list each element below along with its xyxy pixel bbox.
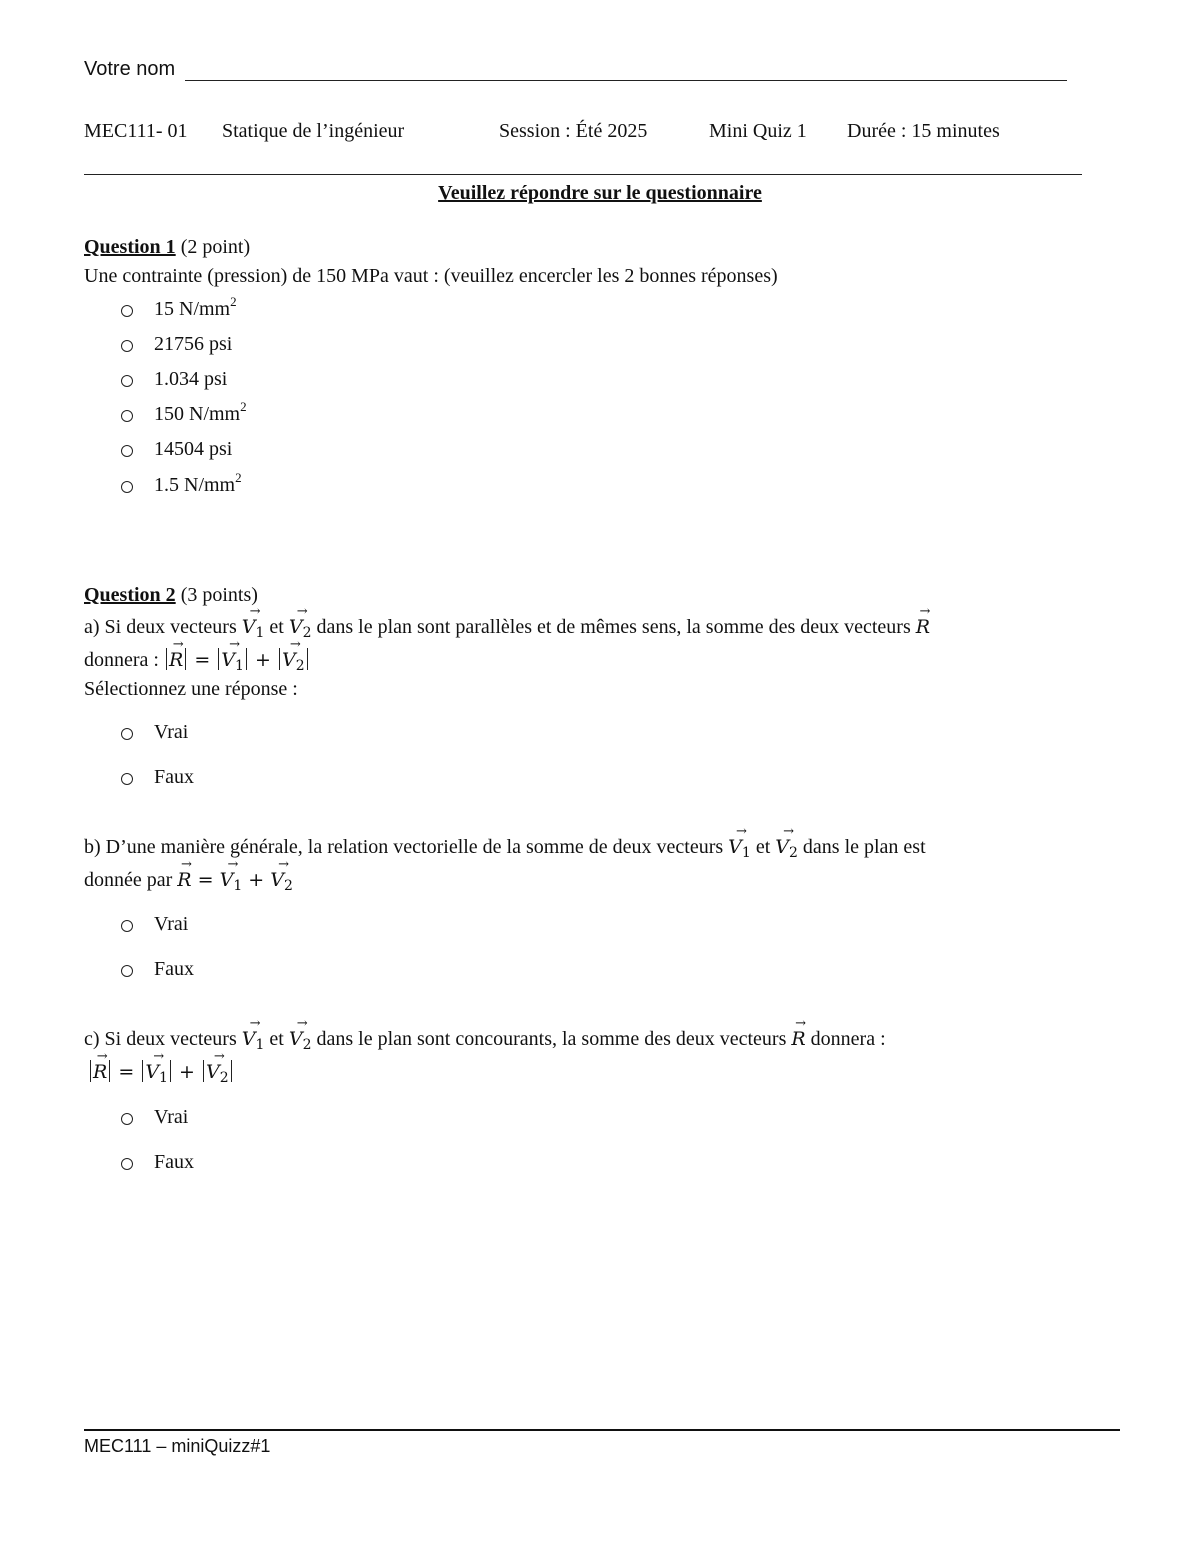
q2c-line2: → R = → $V_1$ + → $V_2$ [88,1060,234,1084]
vector-r: → R [177,857,192,891]
option-label: Faux [154,1151,194,1173]
course-header [0,120,1200,146]
q2b-text: et [750,836,776,858]
vector-v2: → $V_2$ [205,1049,229,1086]
q1-option-text: 1.034 psi [154,368,228,390]
vector-arrow-icon: → [919,604,931,619]
q1-option-text: 1.5 N/mm [154,474,236,496]
q2c-text: c) Si deux vecteurs [84,1028,242,1050]
session: Session : Été 2025 [499,120,648,142]
vector-arrow-icon: → [289,637,301,652]
vector-arrow-icon: → [153,1049,165,1064]
vector-arrow-icon: → [213,1049,225,1064]
vector-v1: → $V_1$ [241,1016,265,1053]
vector-arrow-icon: → [783,824,795,839]
vector-arrow-icon: → [249,1016,261,1031]
radio-circle-icon[interactable] [121,1158,133,1170]
footer-text: MEC111 – miniQuizz#1 [84,1436,271,1456]
q2b-line1 [84,824,926,861]
q1-option-exponent: 2 [235,470,242,485]
q2a-text: donnera : [84,649,164,671]
question-1-label: Question 1 [84,236,176,258]
vector-v2: → $V_2$ [288,604,312,641]
radio-circle-icon[interactable] [121,728,133,740]
vector-arrow-icon: → [181,857,192,872]
name-label: Votre nom [84,58,176,80]
q2a-line1 [84,604,931,641]
question-1-prompt: Une contrainte (pression) de 150 MPa vaut : (veuillez encercler les 2 bonnes réponses) [84,265,778,287]
radio-circle-icon[interactable] [121,375,133,387]
q2b-text: dans le plan est [797,836,926,858]
option-label: Faux [154,766,194,788]
q1-option-exponent: 2 [240,399,247,414]
vector-arrow-icon: → [296,604,308,619]
vector-arrow-icon: → [96,1049,108,1064]
radio-circle-icon[interactable] [121,920,133,932]
q1-option-text: 15 N/mm [154,298,231,320]
q2a-line2: donnera : → R = → $V_1$ + → $V_2$ [84,648,310,672]
vector-v2: → $V_2$ [775,824,798,861]
radio-circle-icon[interactable] [121,1113,133,1125]
q2c-line1 [84,1016,886,1053]
radio-circle-icon[interactable] [121,445,133,457]
question-2-points: (3 points) [180,584,258,606]
header-divider [84,174,1082,175]
q1-option-text: 14504 psi [154,438,233,460]
vector-v1: → $V_1$ [219,857,243,894]
vector-v1: → $V_1$ [145,1049,168,1086]
radio-circle-icon[interactable] [121,410,133,422]
q2b-line2: donnée par → R = → $V_1$ + → $V_2$ [84,857,293,894]
q2a-text: et [264,616,289,638]
vector-r: → R [168,637,184,671]
vector-arrow-icon: → [172,637,184,652]
q2c-text: et [264,1028,289,1050]
question-2-title [84,584,258,607]
vector-arrow-icon: → [227,857,239,872]
course-title: Statique de l’ingénieur [222,120,405,142]
instruction: Veuillez répondre sur le questionnaire [438,182,762,204]
vector-arrow-icon: → [736,824,747,839]
vector-r: → R [915,604,931,638]
vector-v2: → $V_2$ [270,857,293,894]
radio-circle-icon[interactable] [121,965,133,977]
q2c-text: donnera : [805,1028,886,1050]
quiz-name: Mini Quiz 1 [709,120,807,142]
vector-arrow-icon: → [249,604,261,619]
vector-arrow-icon: → [229,637,241,652]
question-2-label: Question 2 [84,584,176,606]
option-label: Vrai [154,1106,189,1128]
vector-v2: → $V_2$ [281,637,305,674]
q2b-text: donnée par [84,869,178,891]
radio-circle-icon[interactable] [121,481,133,493]
vector-arrow-icon: → [795,1016,806,1031]
vector-arrow-icon: → [296,1016,308,1031]
option-label: Vrai [154,721,189,743]
option-label: Faux [154,958,194,980]
question-1-points: (2 point) [180,236,251,258]
q1-option-text: 21756 psi [154,333,233,355]
radio-circle-icon[interactable] [121,773,133,785]
course-code: MEC111- 01 [84,120,188,142]
q1-option-exponent: 2 [230,294,237,309]
q2c-text: dans le plan sont concourants, la somme des deux vecteurs [311,1028,792,1050]
q2b-text: b) D’une manière générale, la relation vectorielle de la somme de deux vecteurs [84,836,729,858]
q1-option-text: 150 N/mm [154,403,241,425]
vector-v1: → $V_1$ [728,824,751,861]
q2a-text: a) Si deux vecteurs [84,616,242,638]
vector-r: → R [791,1016,806,1050]
name-field[interactable] [185,80,1067,81]
vector-v1: → $V_1$ [241,604,265,641]
vector-r: → R [93,1049,108,1083]
option-label: Vrai [154,913,189,935]
footer-divider [84,1429,1120,1431]
vector-v2: → $V_2$ [288,1016,312,1053]
q2a-text: dans le plan sont parallèles et de mêmes sens, la somme des deux vecteurs [311,616,916,638]
vector-arrow-icon: → [278,857,290,872]
duration: Durée : 15 minutes [847,120,1000,142]
q2a-select-prompt: Sélectionnez une réponse : [84,678,298,700]
radio-circle-icon[interactable] [121,305,133,317]
question-1-title [84,236,250,259]
vector-v1: → $V_1$ [221,637,244,674]
radio-circle-icon[interactable] [121,340,133,352]
